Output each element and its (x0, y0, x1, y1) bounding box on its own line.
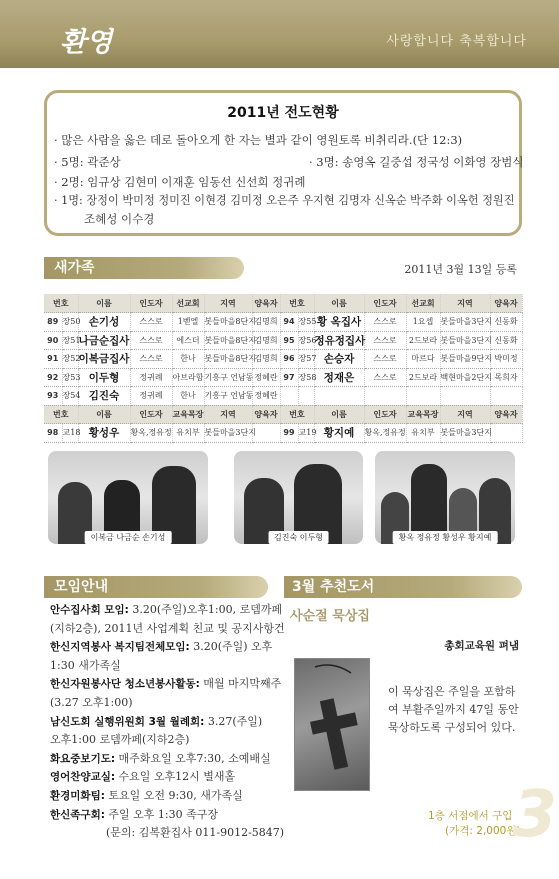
table-cell: 박미정 (490, 350, 522, 369)
notice-line (50, 640, 272, 654)
table-cell: 장52 (62, 350, 78, 369)
table-cell: 장50 (62, 313, 78, 332)
table-cell: 봇들마을3단지 (204, 424, 252, 443)
table-header-cell: 번호 (44, 294, 78, 313)
notice-text: 주일 오후 1:30 족구장 (104, 807, 218, 821)
table-header-cell: 번호 (280, 405, 314, 424)
table-cell: 이두형 (78, 368, 130, 387)
table-header-cell: 이름 (314, 294, 364, 313)
table-cell: 봇들마을8단지 (204, 350, 252, 369)
table-cell (406, 387, 440, 406)
table-header-cell: 인도자 (130, 294, 172, 313)
table-cell: 장54 (62, 387, 78, 406)
table-cell: 마르다 (406, 350, 440, 369)
book-name: 사순절 묵상집 (290, 609, 370, 624)
evangelism-report-box (44, 90, 522, 236)
notice-label: 화요중보기도: (50, 752, 116, 765)
notice-label: 영어찬양교실: (50, 771, 116, 784)
table-cell: 김명희 (252, 350, 280, 369)
book-publisher: 총회교육원 펴냄 (444, 640, 519, 652)
table-cell: 90 (44, 331, 62, 350)
table-cell: 교19 (298, 424, 314, 443)
book-heading-text: 3월 추천도서 (292, 579, 375, 595)
table-cell (364, 387, 406, 406)
table-cell: 황옥,정유정 (130, 424, 172, 443)
table-cell (298, 387, 314, 406)
table-cell: 정혜란 (252, 387, 280, 406)
table-cell: 한나 (172, 387, 204, 406)
table-header-cell: 인도자 (130, 405, 172, 424)
table-cell: 93 (44, 387, 62, 406)
page-number: 3 (512, 778, 557, 852)
header-banner (0, 0, 559, 68)
report-verse: · 많은 사람을 옳은 데로 돌아오게 한 자는 별과 같이 영원토록 비취리라.(단 12:3) (54, 133, 463, 147)
book-heading (284, 576, 522, 598)
notice-text: 토요일 오전 9:30, 새가족실 (104, 789, 243, 802)
table-cell: 유치부 (172, 424, 204, 443)
table-cell: 1벧엘 (172, 313, 204, 332)
notice-text: 오후1:00 로뎀까페(지하2층) (50, 733, 190, 747)
table-cell: 봇들마을9단지 (440, 350, 490, 369)
table-cell: 유치부 (406, 424, 440, 443)
table-cell (490, 424, 522, 443)
table-row (44, 424, 522, 443)
notice-line (50, 752, 271, 766)
table-cell: 김명희 (252, 313, 280, 332)
photo-caption: 황옥 정유정 황성우 황지예 (393, 531, 498, 544)
notice-text: 매주화요일 오후7:30, 소예배실 (115, 751, 271, 765)
book-buy-info: 1층 서점에서 구입 (428, 810, 513, 822)
table-cell: 교18 (62, 424, 78, 443)
table-cell: 2드보라 (406, 368, 440, 387)
notice-line (50, 696, 133, 709)
table-cell: 황성우 (78, 424, 130, 443)
table-cell: 이복금집사 (78, 350, 130, 369)
table-cell: 목희자 (490, 368, 522, 387)
photo-family-3 (375, 451, 515, 544)
report-rank2: · 2명: 임규상 김현미 이재훈 임동선 신선희 정귀례 (54, 175, 306, 189)
notices-heading-text: 모임안내 (54, 579, 109, 595)
table-cell: 89 (44, 313, 62, 332)
table-cell: 96 (280, 350, 298, 369)
notice-label: 안수집사회 모임: (50, 604, 129, 616)
notice-text: 3.20(주일)오후1:00, 로뎀까페 (128, 603, 283, 616)
table-header-cell: 번호 (280, 294, 314, 313)
notice-text: (지하2층), 2011년 사업계획 친교 및 공지사항건 (50, 621, 285, 635)
notice-label: 남신도회 실행위원회 3월 월례회: (50, 715, 205, 728)
photo-caption: 김진숙 이두형 (268, 531, 329, 544)
table-cell: 김명희 (252, 331, 280, 350)
table-header-cell: 선교회 (406, 294, 440, 313)
report-rank3: · 3명: 송영옥 길중섭 정국성 이화영 장범식 (309, 155, 524, 169)
notice-text: (문의: 김복환집사 011-9012-5847) (106, 826, 285, 840)
table-row (44, 368, 522, 387)
report-rank1: · 1명: 장정이 박미정 정미진 이현경 김미정 오은주 우지현 김명자 신옥순 박주화 이옥헌 정원진 (54, 194, 515, 207)
table-cell: 손승자 (314, 350, 364, 369)
table-cell: 1요셉 (406, 313, 440, 332)
table-header-cell: 지역 (440, 294, 490, 313)
table-cell (314, 387, 364, 406)
table-header-row (44, 294, 522, 313)
table-header-cell: 양육자 (490, 405, 522, 424)
table-cell: 황옥,정유정 (364, 424, 406, 443)
notice-line (50, 770, 235, 784)
table-header-cell: 양육자 (252, 294, 280, 313)
notice-text: (3.27 오후1:00) (50, 696, 133, 709)
table-cell: 정귀례 (130, 368, 172, 387)
table-cell: 장56 (298, 331, 314, 350)
table-cell: 스스로 (130, 313, 172, 332)
book-price: (가격: 2,000원) (445, 825, 521, 837)
report-rank5: · 5명: 곽준상 (54, 155, 121, 169)
table-header-cell: 선교회 (172, 294, 204, 313)
table-cell: 황지예 (314, 424, 364, 443)
table-header-row (44, 405, 522, 424)
notice-label: 한신자원봉사단 청소년봉사활동: (50, 678, 200, 691)
table-cell: 94 (280, 313, 298, 332)
table-cell: 스스로 (364, 331, 406, 350)
table-cell: 신동화 (490, 313, 522, 332)
table-cell: 에스더 (172, 331, 204, 350)
report-rank1-cont: 조혜성 이수경 (84, 212, 155, 226)
table-header-cell: 이름 (78, 294, 130, 313)
table-cell: 스스로 (364, 350, 406, 369)
table-cell: 스스로 (130, 350, 172, 369)
table-cell: 봇들마을3단지 (440, 331, 490, 350)
notice-line (50, 733, 189, 746)
table-cell: 기흥구 언남동 (204, 387, 252, 406)
table-cell: 정재은 (314, 368, 364, 387)
newfamily-date: 2011년 3월 13일 등록 (404, 263, 517, 276)
table-row (44, 350, 522, 369)
notice-line (50, 677, 281, 691)
table-header-cell: 이름 (314, 405, 364, 424)
notice-line (50, 808, 218, 822)
table-cell: 95 (280, 331, 298, 350)
notices-heading (44, 576, 268, 598)
table-cell: 스스로 (130, 331, 172, 350)
book-desc-line: 여 부활주일까지 47일 동안 (388, 703, 519, 716)
table-row (44, 387, 522, 406)
table-header-cell: 교육목장 (172, 405, 204, 424)
notice-line (50, 603, 282, 617)
table-cell: 김진숙 (78, 387, 130, 406)
book-desc-line: 묵상하도록 구성되어 있다. (388, 721, 516, 734)
book-desc-line: 이 묵상집은 주일을 포함하 (388, 685, 516, 698)
table-cell: 황 옥집사 (314, 313, 364, 332)
photo-family-1 (48, 451, 208, 544)
photo-caption: 이복금 나금순 손기성 (85, 531, 172, 544)
table-cell: 91 (44, 350, 62, 369)
cross-icon (295, 659, 371, 792)
table-header-cell: 양육자 (252, 405, 280, 424)
newfamily-heading-text: 새가족 (54, 260, 95, 276)
table-cell: 정유정집사 (314, 331, 364, 350)
notice-label: 환경미화팀: (50, 790, 105, 802)
table-header-cell: 이름 (78, 405, 130, 424)
header-subtitle: 사랑합니다 축복합니다 (386, 34, 527, 49)
table-cell: 스스로 (364, 368, 406, 387)
table-header-cell: 양육자 (490, 294, 522, 313)
table-row (44, 313, 522, 332)
notice-line (50, 622, 285, 635)
table-cell (252, 424, 280, 443)
notice-line (50, 789, 243, 803)
report-title: 2011년 전도현황 (227, 105, 339, 121)
table-cell: 봇들마을8단지 (204, 331, 252, 350)
table-cell: 손기성 (78, 313, 130, 332)
table-header-cell: 교육목장 (406, 405, 440, 424)
notice-label: 한신족구회: (50, 808, 105, 821)
table-cell (280, 387, 298, 406)
notice-line (106, 826, 284, 839)
table-cell: 장53 (62, 368, 78, 387)
table-cell: 99 (280, 424, 298, 443)
notice-text: 1:30 새가족실 (50, 658, 121, 672)
table-cell: 장58 (298, 368, 314, 387)
table-cell: 봇들마을8단지 (204, 313, 252, 332)
photo-family-2 (234, 451, 363, 544)
table-cell: 백현마을2단지 (440, 368, 490, 387)
table-header-cell: 지역 (204, 294, 252, 313)
table-cell: 한나 (172, 350, 204, 369)
table-cell: 나금순집사 (78, 331, 130, 350)
table-cell: 기흥구 언남동 (204, 368, 252, 387)
table-cell: 정혜란 (252, 368, 280, 387)
notice-line (50, 715, 262, 729)
table-row (44, 331, 522, 350)
table-cell (440, 387, 490, 406)
newfamily-heading (44, 257, 244, 279)
notice-label: 한신지역봉사 복지팀전체모임: (50, 641, 190, 654)
table-header-cell: 지역 (204, 405, 252, 424)
table-header-cell: 인도자 (364, 405, 406, 424)
table-header-cell: 인도자 (364, 294, 406, 313)
table-cell: 봇들마을3단지 (440, 313, 490, 332)
table-cell: 98 (44, 424, 62, 443)
book-cover-image (294, 658, 370, 791)
notice-text: 매월 마지막째주 (199, 677, 282, 691)
table-cell: 정귀례 (130, 387, 172, 406)
table-cell: 장57 (298, 350, 314, 369)
table-cell: 아브라함 (172, 368, 204, 387)
notice-text: 3.27(주일) (204, 714, 263, 728)
table-cell: 신동화 (490, 331, 522, 350)
table-cell: 97 (280, 368, 298, 387)
table-header-cell: 번호 (44, 405, 78, 424)
newfamily-table (44, 294, 523, 443)
notice-line (50, 659, 121, 672)
notice-text: 3.20(주일) 오후 (189, 640, 273, 654)
notice-text: 수요일 오후12시 별새홀 (115, 770, 236, 784)
table-cell: 2드보라 (406, 331, 440, 350)
table-cell: 봇들마을3단지 (440, 424, 490, 443)
page-title: 환영 (60, 27, 113, 58)
table-cell: 장55 (298, 313, 314, 332)
table-cell: 장51 (62, 331, 78, 350)
table-header-cell: 지역 (440, 405, 490, 424)
table-cell (490, 387, 522, 406)
table-cell: 스스로 (364, 313, 406, 332)
table-cell: 92 (44, 368, 62, 387)
